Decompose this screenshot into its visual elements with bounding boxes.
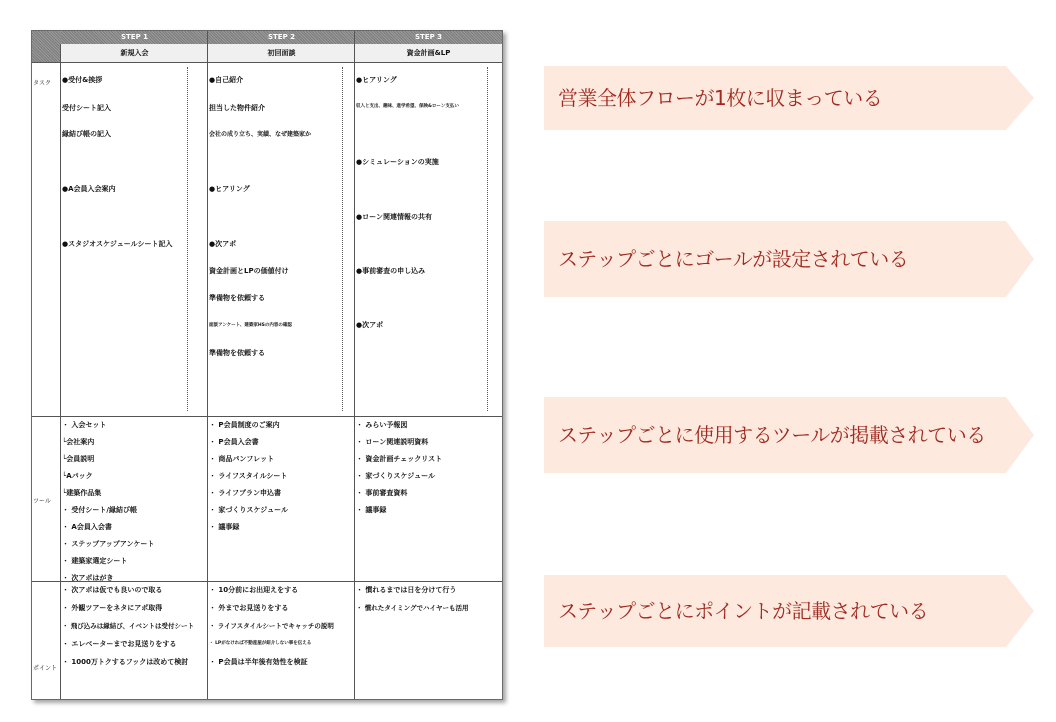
tool-item: ・ 家づくりスケジュール: [356, 472, 436, 480]
tool-item: ・ P会員制度のご案内: [209, 421, 280, 429]
grid-line: [60, 44, 61, 699]
step1-name: 新規入会: [61, 44, 208, 63]
tool-item: ・ ライフスタイルシート: [209, 472, 288, 480]
point-item: ・ 外観ツアーをネタにアポ取得: [62, 604, 163, 612]
point-item: ・ 慣れたタイミングでハイヤーも活用: [356, 604, 469, 612]
task-item: 準備物を依頼する: [209, 349, 265, 357]
task-item: ●次アポ: [209, 240, 237, 248]
point-item: ・ LPがなければ不動産屋が紹介しない事を伝える: [209, 641, 312, 646]
tool-item: ・ 建築家選定シート: [62, 557, 128, 565]
tool-item: ・ 議事録: [209, 523, 240, 531]
tool-item: ・ 事前審査資料: [356, 489, 408, 497]
task-item: ●ローン関連情報の共有: [356, 213, 432, 221]
dotted-divider: [487, 67, 488, 411]
row-label-tools: ツール: [33, 498, 51, 505]
header-corner: [32, 31, 61, 62]
tool-item: └会員説明: [62, 455, 95, 463]
step2-name: 初回面談: [208, 44, 355, 63]
task-item: ●受付&挨拶: [62, 76, 103, 84]
tool-item: ・ 資金計画チェックリスト: [356, 455, 443, 463]
point-item: ・ 次アポは仮でも良いので取る: [62, 586, 163, 594]
grid-line: [32, 416, 502, 417]
sales-flow-document: [31, 30, 503, 700]
grid-line: [32, 62, 502, 63]
tool-item: ・ ライフプラン申込書: [209, 489, 282, 497]
callout-text: ステップごとに使用するツールが掲載されている: [558, 423, 986, 447]
point-item: ・ エレベーターまでお見送りをする: [62, 640, 177, 648]
task-item: 準備物を依頼する: [209, 294, 265, 302]
task-item: 受付シート記入: [62, 104, 111, 112]
task-item: ●シミュレーションの実施: [356, 158, 439, 166]
task-item: 面談アンケート、建築家HSの内容の確認: [209, 323, 292, 328]
point-item: ・ 1000万トクするフックは改めて検討: [62, 658, 189, 666]
tool-item: ・ A会員入会書: [62, 523, 112, 531]
row-label-task: タスク: [33, 80, 52, 87]
tool-item: ・ 次アポはがき: [62, 574, 114, 582]
tool-item: ・ P会員入会書: [209, 438, 259, 446]
point-item: ・ ライフスタイルシートでキャッチの説明: [209, 622, 334, 630]
dotted-divider: [187, 67, 188, 411]
grid-line: [207, 31, 208, 699]
task-item: 収入と支出、趣味、進学希望、保険&ローン支払い: [356, 104, 459, 109]
tool-item: ・ ステップアップアンケート: [62, 540, 155, 548]
task-item: 資金計画とLPの価値付け: [209, 267, 289, 275]
task-item: ●スタジオスケジュールシート記入: [62, 240, 173, 248]
tool-item: ・ ローン関連説明資料: [356, 438, 429, 446]
row-label-points: ポイント: [33, 665, 58, 672]
point-item: ・ P会員は半年後有効性を検証: [209, 658, 308, 666]
tool-item: └会社案内: [62, 438, 95, 446]
grid-line: [354, 31, 355, 699]
tool-item: ・ 議事録: [356, 506, 387, 514]
callout-text: ステップごとにポイントが記載されている: [558, 599, 929, 623]
step3-name: 資金計画&LP: [355, 44, 502, 63]
tool-item: ・ 入会セット: [62, 421, 107, 429]
callout-goals-per-step: [544, 221, 1034, 285]
tool-item: ・ 受付シート/縁結び帳: [62, 506, 137, 514]
tool-item: ・ 商品パンフレット: [209, 455, 275, 463]
callout-points-per-step: [544, 575, 1034, 639]
step3-header: STEP 3: [355, 31, 502, 44]
task-item: 縁結び帳の記入: [62, 130, 111, 138]
task-item: ●ヒアリング: [209, 185, 250, 193]
tool-item: └建築作品集: [62, 489, 102, 497]
task-item: ●ヒアリング: [356, 76, 397, 84]
point-item: ・ 外までお見送りをする: [209, 604, 289, 612]
point-item: ・ 10分前にお出迎えをする: [209, 586, 299, 594]
tool-item: ・ 家づくりスケジュール: [209, 506, 289, 514]
step2-header: STEP 2: [208, 31, 355, 44]
callout-text: 営業全体フローが1枚に収まっている: [558, 86, 883, 110]
task-item: 会社の成り立ち、実績、なぜ建築家か: [209, 131, 312, 138]
step1-header: STEP 1: [61, 31, 208, 44]
task-item: ●事前審査の申し込み: [356, 267, 426, 275]
callout-tools-per-step: [544, 397, 1034, 461]
tool-item: └Aパック: [62, 472, 93, 480]
callout-one-page-flow: [544, 66, 1034, 130]
task-item: ●自己紹介: [209, 76, 244, 84]
point-item: ・ 慣れるまでは日を分けて行う: [356, 586, 457, 594]
tool-item: ・ みらい予報図: [356, 421, 408, 429]
point-item: ・ 飛び込みは縁結び、イベントは受付シート: [62, 622, 195, 630]
callout-text: ステップごとにゴールが設定されている: [558, 247, 909, 271]
task-item: ●A会員入会案内: [62, 185, 116, 193]
dotted-divider: [342, 67, 343, 411]
task-item: 担当した物件紹介: [209, 104, 265, 112]
task-item: ●次アポ: [356, 321, 384, 329]
